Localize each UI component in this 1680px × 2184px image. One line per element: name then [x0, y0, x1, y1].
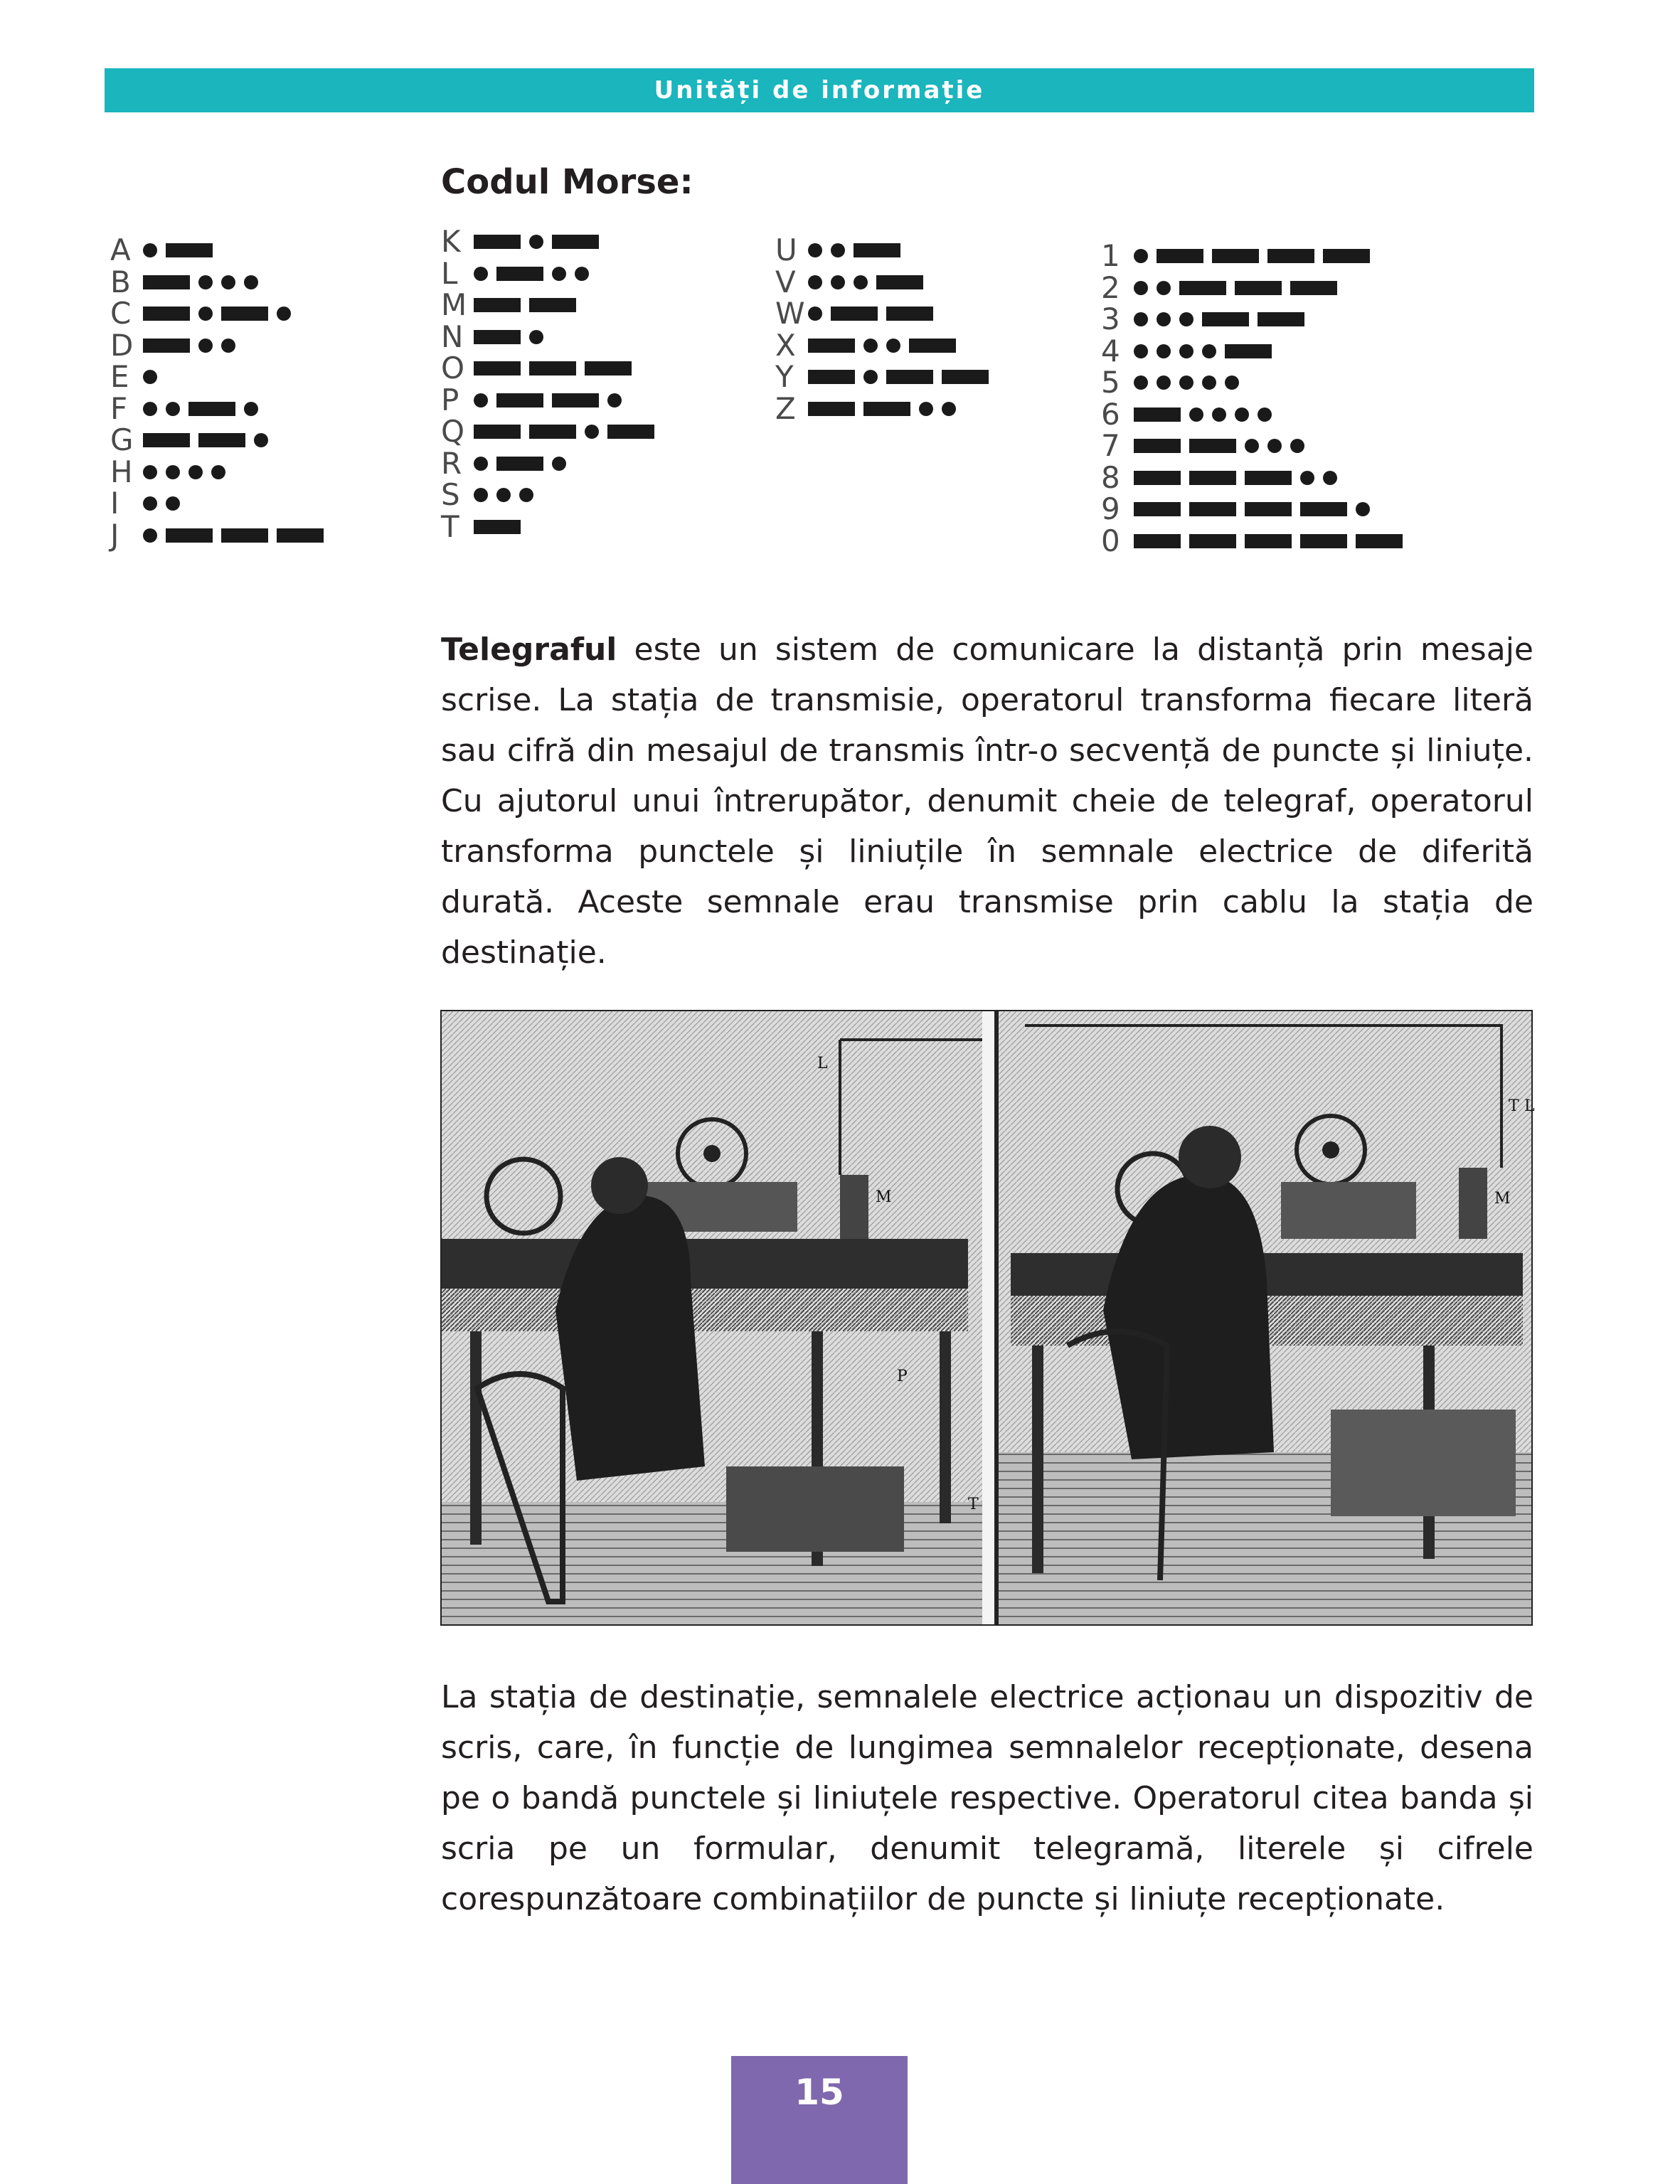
- morse-dash: [1323, 249, 1370, 263]
- morse-sequence: [143, 528, 324, 543]
- morse-sequence: [143, 465, 225, 479]
- morse-dot: [474, 457, 488, 471]
- morse-dash: [143, 275, 190, 289]
- morse-dot: [1267, 439, 1282, 453]
- morse-character: 2: [1101, 270, 1120, 305]
- morse-sequence: [143, 496, 180, 511]
- morse-dot: [1179, 344, 1193, 358]
- destination-paragraph: La stația de destinație, semnalele electrice acționau un dispozitiv de scris, care, în funcție de lungimea semnalelor recepționate, desena pe o bandă punctele și liniuțele respective. Operatorul citea banda și scria pe un formular, denumit telegramă, literele și cifrele corespunzătoare combinațiilor de puncte și liniuțe recepționate.: [441, 1679, 1533, 1917]
- morse-character: Q: [441, 414, 465, 449]
- morse-dot: [942, 402, 956, 416]
- morse-sequence: [1134, 375, 1239, 390]
- morse-sequence: [808, 243, 900, 257]
- morse-dash: [831, 307, 878, 321]
- morse-row-f: [110, 390, 258, 426]
- morse-character: Z: [775, 390, 796, 426]
- morse-sequence: [1134, 407, 1272, 422]
- morse-dot: [166, 465, 180, 479]
- illustration-label-t: T: [968, 1496, 979, 1513]
- morse-dot: [143, 370, 157, 384]
- morse-character: C: [110, 296, 132, 331]
- morse-dash: [854, 243, 900, 257]
- morse-dot: [1179, 312, 1193, 326]
- morse-row-4: [1101, 333, 1272, 368]
- morse-dash: [188, 402, 235, 416]
- morse-dash: [1134, 471, 1181, 485]
- morse-dot: [519, 488, 533, 502]
- morse-dot: [1225, 375, 1239, 390]
- morse-character: I: [110, 486, 119, 521]
- morse-row-n: [441, 321, 543, 353]
- morse-dot: [1212, 407, 1226, 422]
- morse-dash: [1245, 471, 1292, 485]
- morse-dash: [529, 298, 576, 312]
- morse-character: H: [110, 454, 133, 489]
- morse-sequence: [143, 275, 258, 289]
- page-number-text: 15: [794, 2072, 844, 2113]
- morse-dash: [1235, 281, 1282, 295]
- morse-sequence: [474, 361, 632, 375]
- telegraph-paragraph: [441, 624, 1533, 978]
- morse-row-b: [110, 264, 258, 299]
- morse-row-6: [1101, 396, 1272, 432]
- morse-dash: [1356, 534, 1403, 548]
- morse-dot: [575, 267, 589, 281]
- morse-dash: [143, 339, 190, 353]
- telegraph-term: Telegraful: [441, 632, 617, 668]
- morse-sequence: [1134, 502, 1370, 516]
- morse-dot: [1300, 471, 1314, 485]
- morse-character: R: [441, 445, 462, 481]
- morse-dash: [166, 243, 213, 257]
- morse-dash: [1134, 439, 1181, 453]
- morse-dot: [552, 267, 566, 281]
- morse-character: P: [441, 382, 459, 417]
- morse-dash: [198, 433, 245, 447]
- morse-dash: [474, 520, 521, 534]
- illustration-label-l-right: L: [1524, 1097, 1535, 1115]
- morse-sequence: [143, 339, 235, 353]
- morse-dash: [886, 370, 933, 384]
- morse-dot: [854, 275, 868, 289]
- morse-dash: [886, 307, 933, 321]
- morse-sequence: [1134, 249, 1370, 263]
- morse-dot: [552, 457, 566, 471]
- morse-dot: [831, 243, 845, 257]
- morse-dot: [1179, 375, 1193, 390]
- morse-row-y: [775, 361, 989, 393]
- morse-dash: [1157, 249, 1203, 263]
- morse-dot: [143, 528, 157, 543]
- morse-dot: [244, 402, 258, 416]
- morse-dot: [166, 402, 180, 416]
- section-title: Codul Morse:: [441, 162, 693, 202]
- morse-character: G: [110, 422, 134, 457]
- morse-sequence: [808, 402, 956, 416]
- morse-dash: [1290, 281, 1337, 295]
- morse-dot: [496, 488, 511, 502]
- morse-row-d: [110, 327, 235, 363]
- morse-row-s: [441, 479, 533, 511]
- morse-sequence: [1134, 281, 1337, 295]
- morse-sequence: [808, 307, 933, 321]
- telegraph-illustration: [440, 1010, 1533, 1626]
- morse-dot: [1134, 249, 1148, 263]
- morse-dot: [863, 370, 878, 384]
- morse-dash: [909, 339, 956, 353]
- morse-dot: [254, 433, 268, 447]
- morse-sequence: [1134, 344, 1272, 358]
- morse-row-e: [110, 361, 157, 393]
- morse-dash: [1134, 502, 1181, 516]
- morse-dash: [166, 528, 213, 543]
- morse-dot: [143, 402, 157, 416]
- morse-dash: [1189, 502, 1236, 516]
- morse-row-8: [1101, 459, 1337, 495]
- morse-sequence: [1134, 312, 1304, 326]
- morse-dot: [1323, 471, 1337, 485]
- morse-dash: [1189, 471, 1236, 485]
- morse-character: E: [110, 359, 129, 394]
- morse-character: Y: [775, 359, 794, 394]
- morse-character: U: [775, 233, 797, 267]
- morse-sequence: [143, 370, 157, 384]
- morse-sequence: [143, 402, 258, 416]
- morse-dash: [942, 370, 989, 384]
- morse-row-w: [775, 298, 933, 329]
- morse-dot: [585, 425, 599, 439]
- morse-dot: [143, 465, 157, 479]
- morse-dash: [221, 307, 268, 321]
- morse-character: N: [441, 319, 464, 354]
- morse-dash: [552, 235, 599, 249]
- morse-sequence: [474, 298, 576, 312]
- morse-row-5: [1101, 367, 1239, 398]
- morse-sequence: [474, 267, 589, 281]
- morse-character: L: [441, 255, 458, 291]
- morse-dot: [198, 307, 213, 321]
- morse-dash: [1245, 502, 1292, 516]
- morse-dash: [529, 425, 576, 439]
- telegraph-text: este un sistem de comunicare la distanță prin mesaje scrise. La stația de transmisie, operatorul transforma fiecare literă sau cifră din mesajul de transmis într-o secvență de puncte și liniuțe. Cu ajutorul unui întrerupător, denumit cheie de telegraf, operatorul transforma punctele și liniuțile în semnale electrice de diferită durată. Aceste semnale erau transmise prin cablu la stația de destinație.: [441, 632, 1533, 971]
- morse-dash: [808, 402, 855, 416]
- morse-dash: [1225, 344, 1272, 358]
- morse-row-o: [441, 353, 632, 384]
- morse-dot: [1202, 375, 1216, 390]
- morse-sequence: [474, 425, 654, 439]
- morse-dash: [474, 298, 521, 312]
- morse-row-t: [441, 508, 521, 544]
- illustration-label-l: L: [817, 1055, 828, 1072]
- morse-dot: [277, 307, 291, 321]
- morse-row-m: [441, 289, 576, 321]
- morse-dash: [876, 275, 923, 289]
- morse-sequence: [1134, 471, 1337, 485]
- running-header-title: Unități de informație: [654, 76, 985, 105]
- morse-dot: [474, 267, 488, 281]
- morse-sequence: [808, 339, 956, 353]
- morse-character: 6: [1101, 396, 1120, 432]
- morse-sequence: [474, 457, 566, 471]
- morse-dot: [1356, 502, 1370, 516]
- morse-character: S: [441, 477, 460, 512]
- morse-row-i: [110, 488, 180, 519]
- morse-dot: [166, 496, 180, 511]
- morse-row-g: [110, 422, 268, 457]
- morse-character: 0: [1101, 523, 1120, 558]
- morse-dash: [496, 457, 543, 471]
- morse-dash: [474, 330, 521, 344]
- morse-dash: [1267, 249, 1314, 263]
- morse-sequence: [1134, 534, 1403, 548]
- morse-dot: [198, 339, 213, 353]
- morse-row-7: [1101, 430, 1304, 462]
- morse-dot: [529, 235, 543, 249]
- morse-character: B: [110, 264, 131, 299]
- morse-dot: [1258, 407, 1272, 422]
- morse-row-j: [110, 517, 324, 553]
- morse-dash: [552, 393, 599, 407]
- morse-dot: [808, 275, 822, 289]
- morse-dot: [808, 307, 822, 321]
- morse-sequence: [143, 433, 268, 447]
- morse-row-u: [775, 235, 900, 266]
- morse-row-h: [110, 454, 225, 489]
- morse-dot: [607, 393, 622, 407]
- morse-character: K: [441, 224, 461, 259]
- morse-sequence: [474, 330, 543, 344]
- morse-dash: [529, 361, 576, 375]
- morse-dot: [198, 275, 213, 289]
- morse-character: A: [110, 233, 131, 267]
- morse-sequence: [808, 275, 923, 289]
- morse-character: V: [775, 264, 796, 299]
- illustration-label-m-right: M: [1494, 1190, 1511, 1208]
- morse-character: W: [775, 296, 805, 331]
- morse-dot: [1245, 439, 1259, 453]
- morse-dash: [1189, 534, 1236, 548]
- morse-dash: [474, 425, 521, 439]
- morse-dash: [607, 425, 654, 439]
- morse-row-c: [110, 298, 291, 329]
- morse-dot: [1202, 344, 1216, 358]
- morse-character: J: [110, 517, 119, 553]
- morse-row-p: [441, 382, 622, 417]
- morse-dash: [808, 339, 855, 353]
- morse-dot: [1134, 344, 1148, 358]
- morse-dot: [188, 465, 203, 479]
- morse-character: D: [110, 327, 134, 363]
- morse-dot: [1157, 281, 1171, 295]
- illustration-label-t-right: T: [1509, 1097, 1519, 1115]
- morse-dash: [474, 361, 521, 375]
- morse-dash: [474, 235, 521, 249]
- morse-character: M: [441, 287, 467, 322]
- morse-row-9: [1101, 491, 1370, 526]
- morse-dot: [474, 393, 488, 407]
- morse-row-2: [1101, 272, 1337, 304]
- running-header: [105, 68, 1534, 112]
- morse-sequence: [143, 307, 291, 321]
- morse-character: 7: [1101, 428, 1120, 463]
- morse-row-0: [1101, 523, 1403, 558]
- morse-dash: [863, 402, 910, 416]
- morse-dot: [919, 402, 933, 416]
- morse-row-l: [441, 255, 589, 291]
- morse-sequence: [143, 243, 213, 257]
- morse-character: 4: [1101, 333, 1120, 368]
- morse-sequence: [808, 370, 989, 384]
- morse-row-k: [441, 226, 599, 257]
- morse-dash: [1245, 534, 1292, 548]
- morse-dot: [1157, 375, 1171, 390]
- morse-row-3: [1101, 304, 1304, 335]
- morse-row-r: [441, 445, 566, 481]
- morse-dot: [1134, 281, 1148, 295]
- morse-character: 9: [1101, 491, 1120, 526]
- morse-dash: [1202, 312, 1249, 326]
- morse-dot: [1235, 407, 1249, 422]
- morse-dot: [1134, 375, 1148, 390]
- morse-dot: [529, 330, 543, 344]
- morse-dot: [1157, 344, 1171, 358]
- morse-dot: [1189, 407, 1203, 422]
- morse-dash: [1300, 534, 1347, 548]
- morse-dot: [886, 339, 900, 353]
- morse-dash: [1300, 502, 1347, 516]
- morse-dash: [277, 528, 324, 543]
- morse-dot: [143, 496, 157, 511]
- morse-sequence: [474, 488, 533, 502]
- morse-character: 3: [1101, 302, 1120, 336]
- morse-character: F: [110, 390, 128, 426]
- morse-sequence: [474, 393, 622, 407]
- morse-dot: [1290, 439, 1304, 453]
- morse-character: T: [441, 508, 459, 544]
- morse-dot: [221, 339, 235, 353]
- morse-dash: [1134, 407, 1181, 422]
- morse-dash: [1212, 249, 1259, 263]
- morse-dash: [143, 307, 190, 321]
- morse-dash: [1179, 281, 1226, 295]
- illustration-label-m: M: [876, 1188, 892, 1206]
- morse-dash: [143, 433, 190, 447]
- morse-dot: [1157, 312, 1171, 326]
- morse-sequence: [474, 520, 521, 534]
- morse-dash: [1134, 534, 1181, 548]
- morse-dot: [244, 275, 258, 289]
- morse-character: 5: [1101, 365, 1120, 400]
- morse-dash: [496, 267, 543, 281]
- morse-row-q: [441, 416, 654, 447]
- morse-dash: [496, 393, 543, 407]
- morse-row-x: [775, 327, 956, 363]
- morse-dot: [1134, 312, 1148, 326]
- morse-row-v: [775, 264, 923, 299]
- morse-character: 1: [1101, 238, 1120, 273]
- telegraph-engraving: [442, 1011, 1535, 1624]
- morse-dot: [831, 275, 845, 289]
- morse-dash: [1258, 312, 1304, 326]
- morse-sequence: [474, 235, 599, 249]
- morse-dot: [211, 465, 225, 479]
- morse-dash: [1189, 439, 1236, 453]
- morse-dot: [143, 243, 157, 257]
- morse-dash: [221, 528, 268, 543]
- morse-row-1: [1101, 240, 1370, 272]
- page-number: [731, 2056, 908, 2184]
- morse-character: O: [441, 351, 465, 385]
- illustration-label-p: P: [897, 1368, 908, 1385]
- morse-row-z: [775, 390, 956, 426]
- morse-character: X: [775, 327, 796, 363]
- morse-dash: [808, 370, 855, 384]
- morse-dot: [221, 275, 235, 289]
- morse-dot: [863, 339, 878, 353]
- morse-character: 8: [1101, 459, 1120, 495]
- morse-dot: [474, 488, 488, 502]
- morse-row-a: [110, 235, 213, 266]
- morse-sequence: [1134, 439, 1304, 453]
- morse-dot: [808, 243, 822, 257]
- morse-dash: [585, 361, 632, 375]
